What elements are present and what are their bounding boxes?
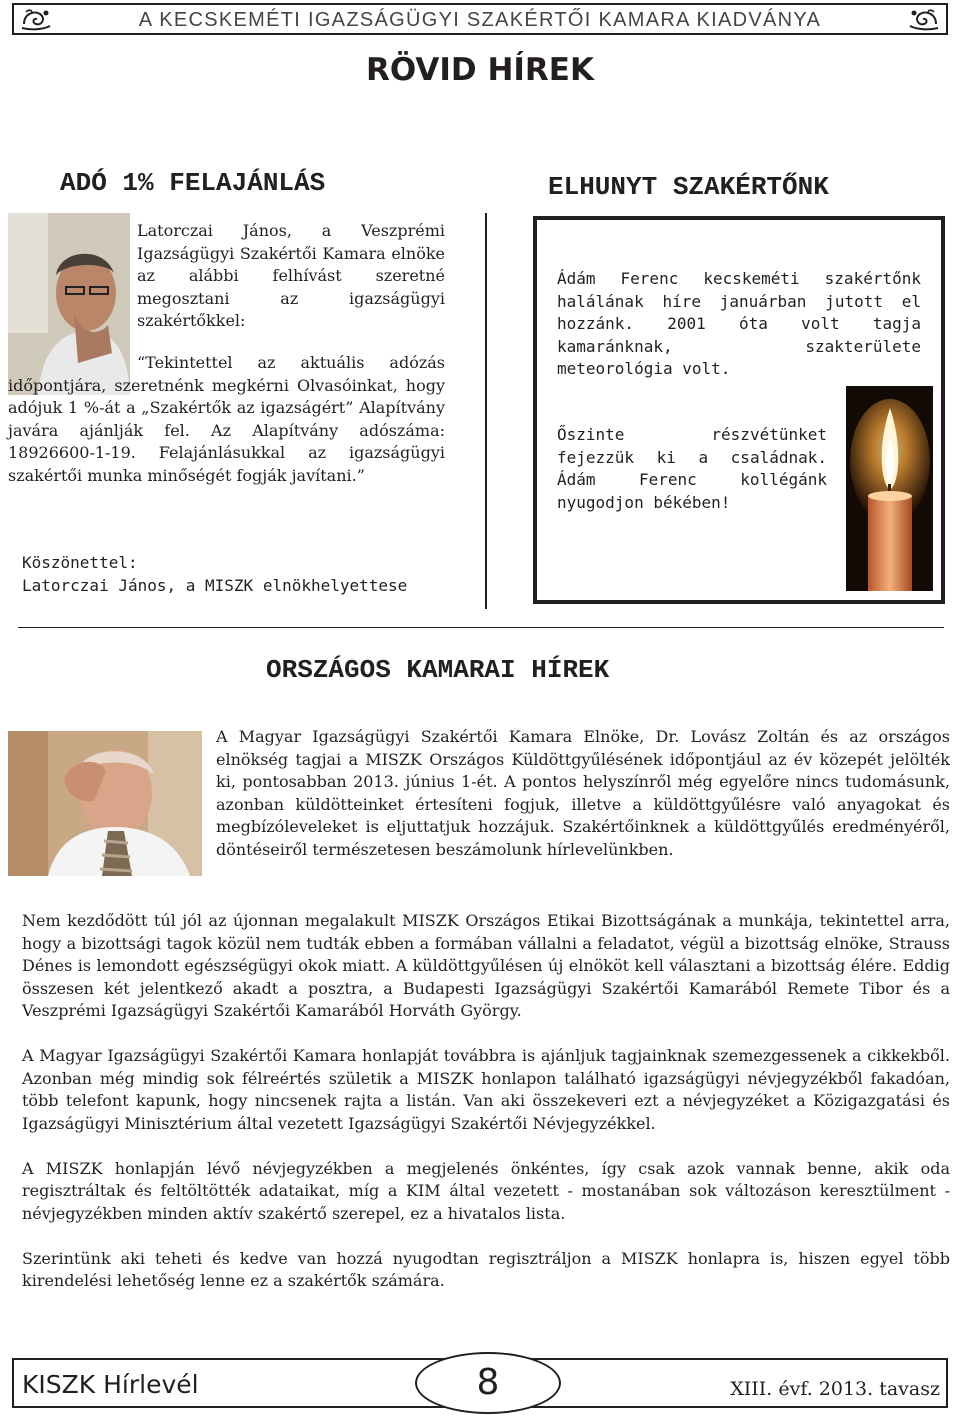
- orszagos-p2: Nem kezdődött túl jól az újonnan megalakult MISZK Országos Etikai Bizottságának a munkája, tekintettel arra, hogy a bizottsági tagok közül nem tudták ebben a formában vállalni a feladatot, végül a bizottság elnöke, Strauss Dénes is lemondott egészségügyi okok miatt. A küldöttgyűlésen új elnököt kell választani a bizottság élére. Eddig összesen két jelentkező akadt a posztra, a Budapesti Igazságügyi Szakértői Kamarából Remete Tibor és a Veszprémi Igazságügyi Szakértői Kamarából Horváth György.: [22, 911, 950, 1020]
- page-title: RÖVID HÍREK: [366, 52, 594, 88]
- ado-heading: ADÓ 1% FELAJÁNLÁS: [60, 168, 326, 198]
- footer-newsletter-name: KISZK Hírlevél: [22, 1370, 199, 1399]
- column-divider: [485, 213, 487, 609]
- page-number: 8: [415, 1352, 561, 1414]
- orszagos-p3: A Magyar Igazságügyi Szakértői Kamara honlapját továbbra is ajánljuk tagjainknak szemezgessenek a cikkekből. Azonban még mindig sok félreértés születik a MISZK honlapon található igazságügyi névjegyzékből fakadóan, több telefont kapunk, hogy nincsenek rajta a listán. Van aki összekeveri ezt a névjegyzéket a Közigazgatási és Igazságügyi Minisztérium által vezetett Igazságügyi Szakértői Névjegyzékkel.: [22, 1046, 950, 1133]
- ado-thanks: Köszönettel:: [22, 553, 138, 572]
- ado-intro: Latorczai János, a Veszprémi Igazságügyi Szakértői Kamara elnöke az alábbi felhívást szeretné megosztani az igazságügyi szakértőkkel:: [137, 221, 445, 330]
- lovasz-photo: [8, 731, 202, 876]
- ornament-icon: [908, 6, 940, 32]
- elhunyt-heading: ELHUNYT SZAKÉRTŐNK: [548, 172, 829, 202]
- header-bar: [12, 3, 948, 35]
- ado-quote: “Tekintettel az aktuális adózás időpontjára, szeretnénk megkérni Olvasóinkat, hogy adójuk 1 %-át a „Szakértők az igazságért” Alapítvány javára ajánlják fel. Az Alapítvány adószáma: 18926600-1-19. Felajánlásukkal az igazságügyi szakértői munka minőségét fogják javítani.”: [8, 353, 445, 485]
- orszagos-body: [22, 910, 950, 1315]
- elhunyt-p1: Ádám Ferenc kecskeméti szakértőnk halálának híre januárban jutott el hozzánk. 2001 óta volt tagja kamaránknak, szakterülete meteorológia volt.: [557, 269, 921, 378]
- elhunyt-p2: Őszinte részvétünket fejezzük ki a családnak. Ádám Ferenc kollégánk nyugodjon békében!: [557, 425, 827, 512]
- publication-title: A KECSKEMÉTI IGAZSÁGÜGYI SZAKÉRTŐI KAMARA KIADVÁNYA: [138, 9, 822, 31]
- ado-signature: Latorczai János, a MISZK elnökhelyettese: [22, 576, 408, 595]
- orszagos-p4: A MISZK honlapján lévő névjegyzékben a megjelenés önkéntes, így csak azok vannak benne, akik oda regisztráltak és feltöltötték adataikat, míg a KIM által vezetett - mostanában sok változáson keresztülment - névjegyzékben minden aktív szakértő szerepel, ez a hivatalos lista.: [22, 1158, 950, 1223]
- section-divider: [18, 627, 944, 628]
- candle-photo: [846, 386, 933, 591]
- orszagos-p1: A Magyar Igazságügyi Szakértői Kamara Elnöke, Dr. Lovász Zoltán és az országos elnökség tagjai a MISZK Országos Küldöttgyűlésének időpontjául az év közepét jelölték ki, pontosabban 2013. június 1-ét. A pontos helyszínről még egyelőre nincs tudomásunk, azonban küldötteinket értesíteni fogjuk, illetve a küldöttgyűlésre való anyagokat és megbízóleveleket is eljuttatjuk hozzájuk. Szakértőinknek a küldöttgyűlés eredményéről, döntéseiről természetesen beszámolunk hírlevelünkben.: [216, 727, 950, 859]
- orszagos-heading: ORSZÁGOS KAMARAI HÍREK: [266, 655, 610, 685]
- footer-issue: XIII. évf. 2013. tavasz: [730, 1378, 940, 1400]
- orszagos-p5: Szerintünk aki teheti és kedve van hozzá nyugodtan regisztráljon a MISZK honlapra is, hiszen egyel több kirendelési lehetőség lenne ez a szakértők számára.: [22, 1248, 950, 1290]
